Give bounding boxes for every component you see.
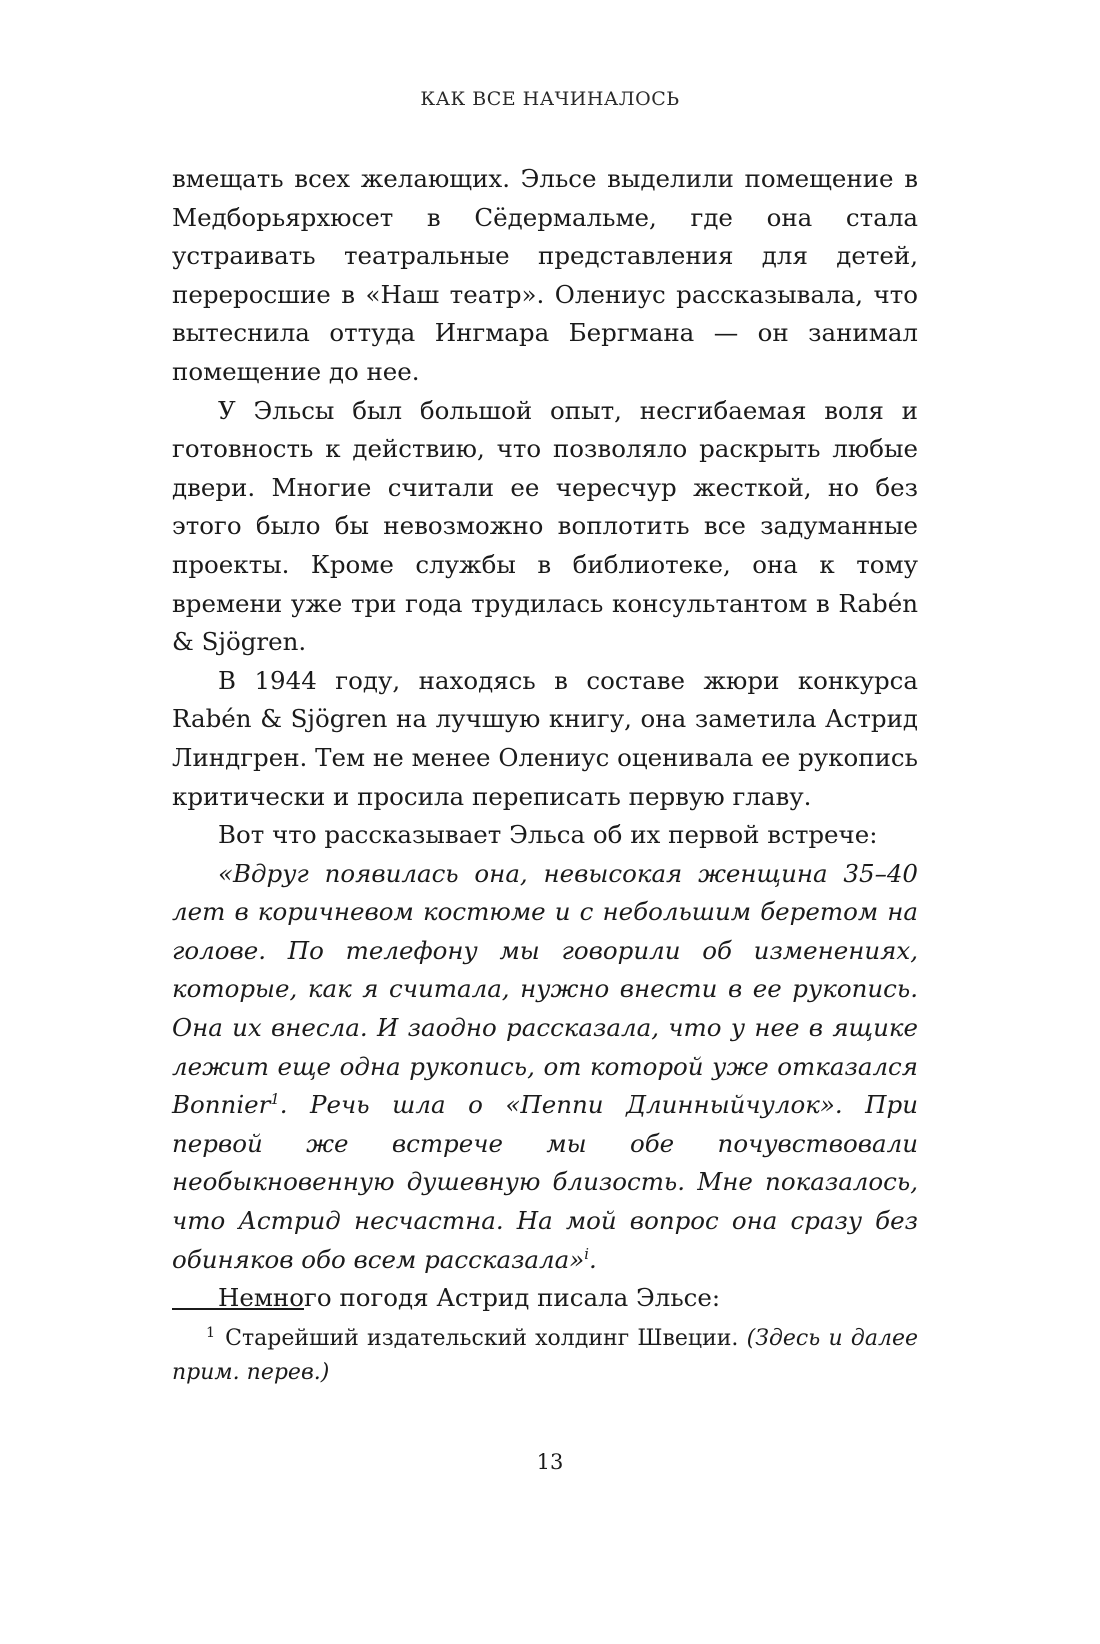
footnote-number: 1 bbox=[206, 1324, 216, 1341]
page-number: 13 bbox=[536, 1450, 564, 1474]
endnote-reference: i bbox=[584, 1245, 589, 1263]
quote-end-punctuation: . bbox=[588, 1244, 597, 1274]
paragraph-contest: В 1944 году, находясь в составе жюри конкурса Rabén & Sjögren на лучшую книгу, она заметила Астрид Линдгрен. Тем не менее Олениус оценивала ее рукопись критически и просила переписать первую главу. bbox=[172, 665, 918, 811]
paragraph-experience: У Эльсы был большой опыт, несгибаемая воля и готовность к действию, что позволяло раскрыть любые двери. Многие считали ее чересчур жесткой, но без этого было бы невозможно воплотить все задуманные проекты. Кроме службы в библиотеке, она к тому времени уже три года трудилась консультантом в Rabén & Sjögren. bbox=[172, 395, 918, 657]
footnote-text: Старейший издательский холдинг Швеции. bbox=[225, 1326, 747, 1351]
paragraph-first-meeting-intro: Вот что рассказывает Эльса об их первой встрече: bbox=[218, 820, 878, 850]
main-text bbox=[172, 160, 918, 1318]
paragraph-letter-intro: Немного погодя Астрид писала Эльсе: bbox=[218, 1283, 721, 1313]
paragraph-continued: вмещать всех желающих. Эльсе выделили помещение в Медборьярхюсет в Сёдермальме, где она стала устраивать театральные представления для детей, переросшие в «Наш театр». Олениус рассказывала, что вытеснила оттуда Ингмара Бергмана — он занимал помещение до нее. bbox=[172, 164, 918, 386]
footnote-reference: 1 bbox=[270, 1091, 280, 1109]
footnote-translator-note: (Здесь и далее прим. перев.) bbox=[172, 1326, 918, 1385]
footnote bbox=[172, 1322, 918, 1390]
running-head: КАК ВСЕ НАЧИНАЛОСЬ bbox=[420, 88, 680, 110]
quote-paragraph bbox=[172, 855, 918, 1280]
footnote-divider bbox=[172, 1308, 304, 1310]
quote-text-part2: . Речь шла о «Пеппи Длинныйчулок». При первой же встрече мы обе почувствовали необыкновенную душевную близость. Мне показалось, что Астрид несчастна. На мой вопрос она сразу без обиняков обо всем рассказала» bbox=[172, 1090, 918, 1274]
quote-text-part1: «Вдруг появилась она, невысокая женщина 35–40 лет в коричневом костюме и с небольшим беретом на голове. По телефону мы говорили об изменениях, которые, как я считала, нужно внести в ее рукопись. Она их внесла. И заодно рассказала, что у нее в ящике лежит еще одна рукопись, от которой уже отказался Bonnier bbox=[172, 858, 918, 1120]
